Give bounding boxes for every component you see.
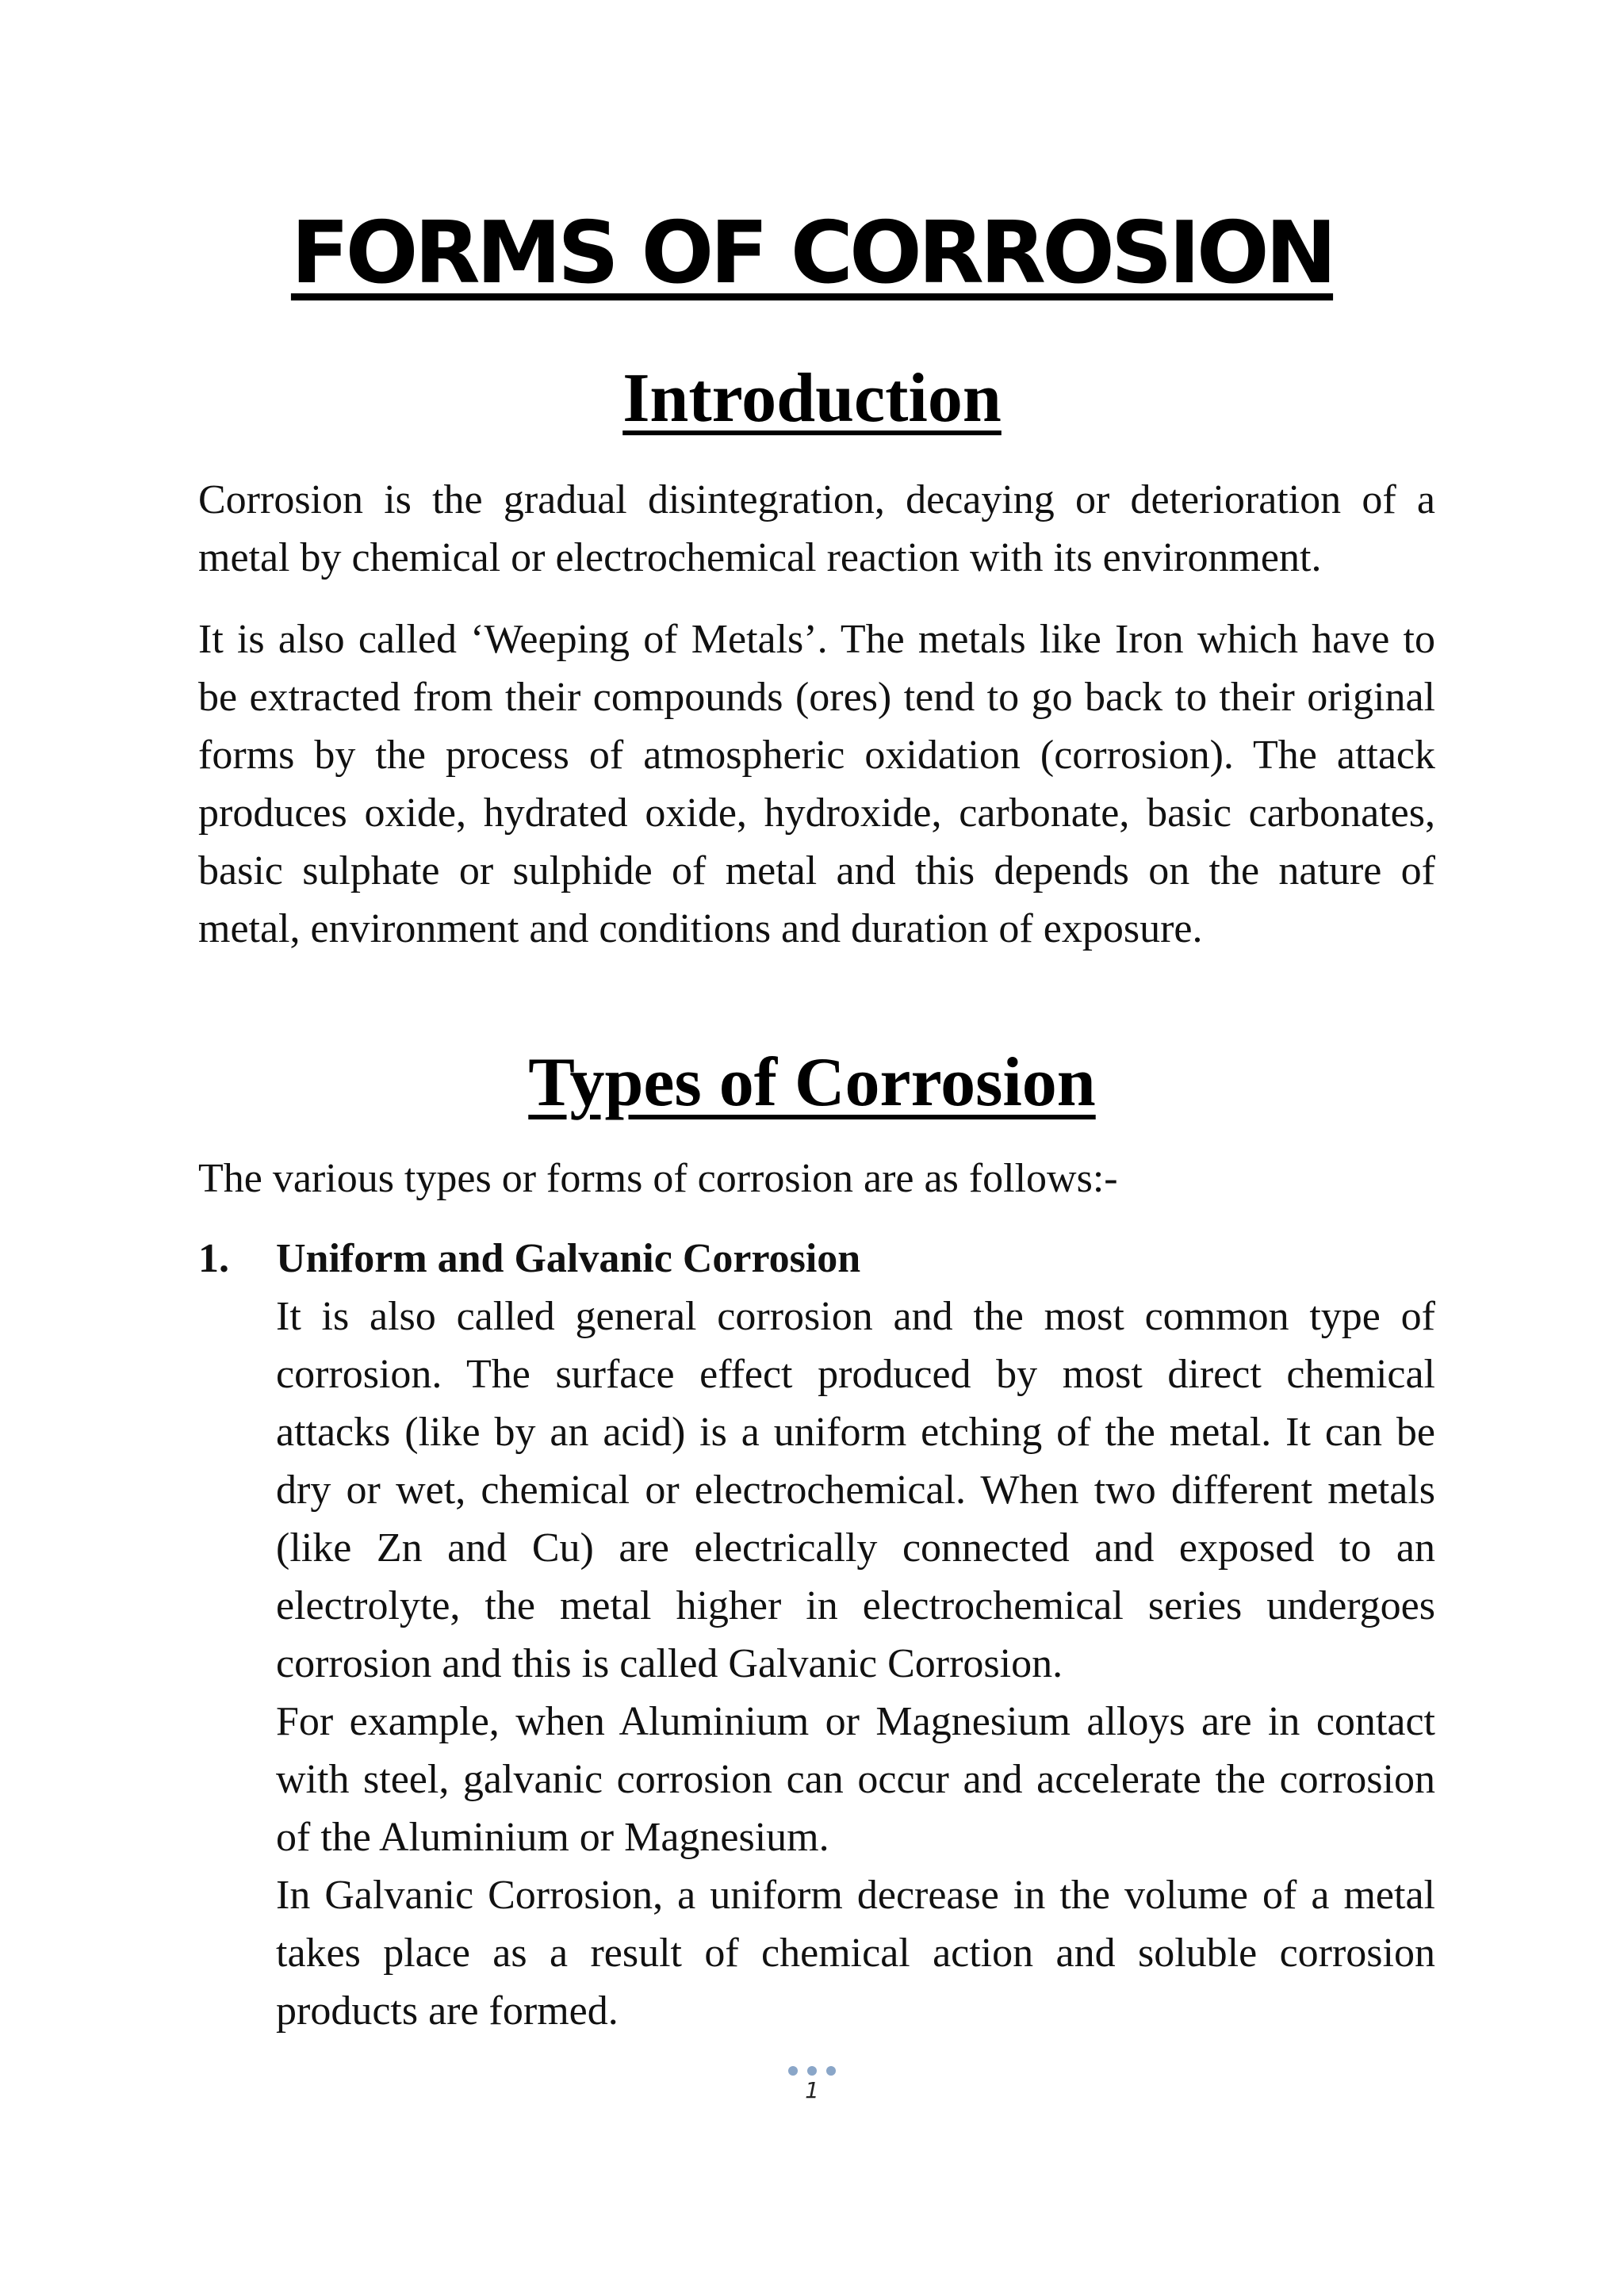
list-item-paragraph: In Galvanic Corrosion, a uniform decrease in the volume of a metal takes place as a result of chemical action and soluble corrosion products are formed. <box>276 1873 1435 2034</box>
page-title-text: FORMS OF CORROSION <box>290 204 1334 303</box>
types-heading-text: Types of Corrosion <box>528 1044 1096 1121</box>
list-item-paragraph: It is also called general corrosion and the most common type of corrosion. The surface effect produced by most direct chemical attacks (like by an acid) is a uniform etching of the metal. It can be dry or wet, chemical or electrochemical. When two different metals (like Zn and Cu) are electrically connected and exposed to an electrolyte, the metal higher in electrochemical series undergoes corrosion and this is called Galvanic Corrosion. <box>276 1294 1435 1686</box>
types-intro: The various types or forms of corrosion are as follows:- <box>198 1156 1118 1201</box>
introduction-heading <box>0 361 1624 438</box>
types-heading <box>0 1045 1624 1122</box>
dot-icon <box>788 2066 798 2076</box>
introduction-heading-text: Introduction <box>622 360 1002 437</box>
introduction-paragraph: It is also called ‘Weeping of Metals’. The metals like Iron which have to be extracted from their compounds (ores) tend to go back to their original forms by the process of atmospheric oxidation (corrosion). The attack produces oxide, hydrated oxide, hydroxide, carbonate, basic carbonates, basic sulphate or sulphide of metal and this depends on the nature of metal, environment and conditions and duration of exposure. <box>198 617 1435 951</box>
footer-dots-icon <box>0 2066 1624 2076</box>
list-item-heading: Uniform and Galvanic Corrosion <box>276 1236 861 1281</box>
page-number: 1 <box>805 2077 819 2103</box>
dot-icon <box>807 2066 817 2076</box>
page-title <box>0 202 1624 305</box>
page-footer <box>0 2066 1624 2103</box>
dot-icon <box>826 2066 836 2076</box>
introduction-paragraph: Corrosion is the gradual disintegration, decaying or deterioration of a metal by chemical or electrochemical reaction with its environment. <box>198 477 1435 580</box>
list-item-number: 1. <box>198 1236 229 1281</box>
list-item-body <box>276 1230 1435 2040</box>
list-item-paragraph: For example, when Aluminium or Magnesium alloys are in contact with steel, galvanic corrosion can occur and accelerate the corrosion of the Aluminium or Magnesium. <box>276 1699 1435 1860</box>
